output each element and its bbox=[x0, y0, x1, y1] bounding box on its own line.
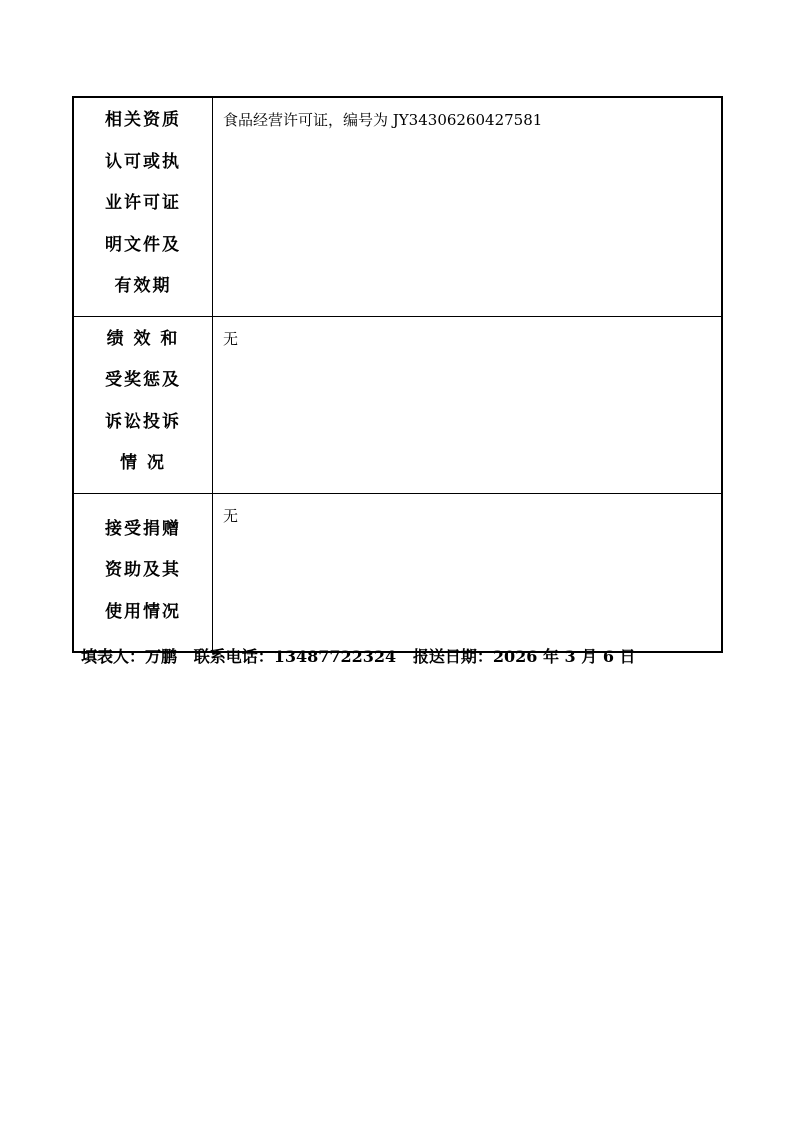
label-line: 情 况 bbox=[120, 453, 166, 473]
info-form-table bbox=[72, 96, 723, 653]
qualification-value: 食品经营许可证，编号为 JY34306260427581 bbox=[223, 111, 543, 129]
label-line: 诉讼投诉 bbox=[105, 411, 181, 432]
row-label-cell bbox=[73, 97, 213, 316]
table-row bbox=[73, 316, 722, 493]
row-label-cell bbox=[73, 316, 213, 493]
label-line: 明文件及 bbox=[105, 234, 181, 255]
label-line: 资助及其 bbox=[105, 560, 181, 580]
label-line: 接受捐赠 bbox=[105, 518, 181, 539]
row-value-cell bbox=[213, 97, 723, 316]
table-row bbox=[73, 97, 722, 316]
label-line: 有效期 bbox=[114, 276, 172, 296]
label-line: 相关资质 bbox=[105, 110, 181, 130]
form-footer: 填表人：万鹏 联系电话：13487722324 报送日期：2026 年 3 月 6 日 bbox=[81, 647, 636, 666]
label-line: 认可或执 bbox=[105, 151, 181, 172]
donation-value: 无 bbox=[223, 506, 239, 525]
label-line: 受奖惩及 bbox=[105, 370, 181, 390]
row-value-cell bbox=[213, 316, 723, 493]
table-row bbox=[73, 493, 722, 652]
row-label-cell bbox=[73, 493, 213, 652]
label-line: 业许可证 bbox=[105, 193, 181, 213]
row-value-cell bbox=[213, 493, 723, 652]
label-line: 绩 效 和 bbox=[106, 328, 180, 349]
performance-value: 无 bbox=[223, 329, 239, 348]
label-line: 使用情况 bbox=[105, 601, 181, 622]
